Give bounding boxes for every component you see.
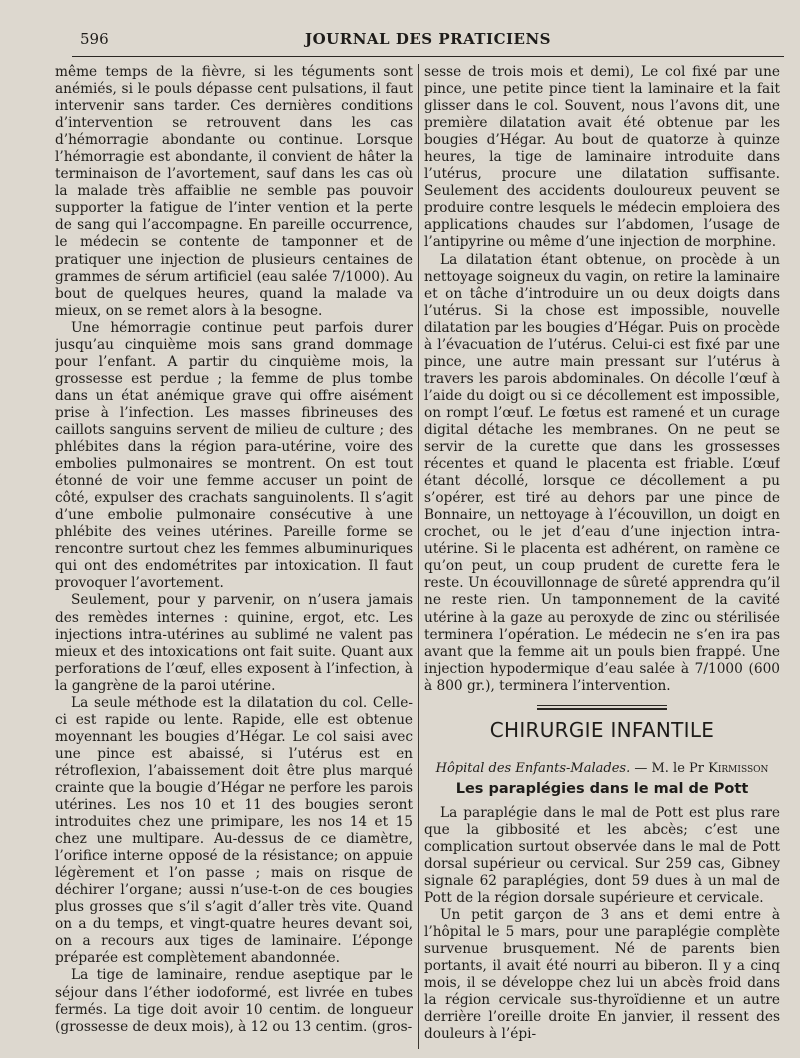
right-column [424,64,780,1049]
byline-hospital: Hôpital des Enfants-Malades. [435,760,631,776]
article-title: Les paraplégies dans le mal de Pott [455,780,749,797]
running-head: JOURNAL DES PRATICIENS [305,30,551,48]
paragraph: Une hémorragie continue peut parfois durer jusqu’au cinquième mois sans grand dommage pour l’enfant. A partir du cinquième mois, la grossesse est perdue ; la femme de plus tombe dans un état anémique grave qui offre aisément prise à l’infection. Les masses fibrineuses des caillots sanguins servent de milieu de culture ; des phlébites dans la région para-utérine, voire des embolies pulmonaires se montrent. On est tout étonné de voir une femme accuser un point de côté, expulser des crachats sanguinolents. Il s’agit d’une embolie pulmonaire consécutive à une phlébite des veines utérines. Pareille forme se rencontre surtout chez les femmes albuminuriques qui ont des endométrites par intoxication. Il faut provoquer l’avortement. [55,319,413,592]
section-divider [537,708,667,710]
header-rule [72,56,784,57]
paragraph: La tige de laminaire, rendue aseptique par le séjour dans l’éther iodoformé, est livrée en tubes fermés. La tige doit avoir 10 centim. de longueur (grossesse de deux mois), à 12 ou 13 centim. (gros- [55,967,413,1035]
paragraph: Un petit garçon de 3 ans et demi entre à l’hôpital le 5 mars, pour une paraplégie complète survenue brusquement. Né de parents bien portants, il avait été nourri au biberon. Il y a cinq mois, il se développe chez lui un abcès froid dans la région cervicale sus-thyroïdienne et un autre derrière l’oreille droite En janvier, il ressent des douleurs à l’épi- [424,907,780,1043]
section-divider [537,705,667,706]
byline-prefix: M. le Pr [651,760,709,776]
paragraph: même temps de la fièvre, si les téguments sont anémiés, si le pouls dépasse cent pulsations, il faut intervenir sans tarder. Ces dernières conditions d’intervention se retrouvent dans les cas d’hémorragie abondante ou continue. Lorsque l’hémorragie est abondante, il convient de hâter la terminaison de l’avortement, sauf dans les cas où la malade très affaiblie ne semble pas pouvoir supporter la fatigue de l’inter vention et la perte de sang qui l’accompagne. En pareille occurrence, le médecin se contente de tamponner et de pratiquer une injection de plusieurs centaines de grammes de sérum artificiel (eau salée 7/1000). Au bout de quelques heures, quand la malade va mieux, on se remet alors à la besogne. [55,64,413,319]
paragraph: La dilatation étant obtenue, on procède à un nettoyage soigneux du vagin, on retire la laminaire et on tâche d’introduire un ou deux doigts dans l’utérus. Si la chose est impossible, nouvelle dilatation par les bougies d’Hégar. Puis on procède à l’évacuation de l’utérus. Celui-ci est fixé par une pince, une autre main pressant sur l’utérus à travers les parois abdominales. On décolle l’œuf à l’aide du doigt ou si ce décollement est impossible, on rompt l’œuf. Le fœtus est ramené et un curage digital détache les membranes. On ne peut se servir de la curette que dans les grossesses récentes et quand le placenta est friable. L’œuf étant décollé, lorsque ce décollement a pu s’opérer, est tiré au dehors par une pince de Bonnaire, un nettoyage à l’écouvillon, un doigt en crochet, ou le jet d’eau d’une injection intra-utérine. Si le placenta est adhérent, on ramène ce qu’on peut, un coup prudent de curette fera le reste. Un écouvillonnage de sûreté apprendra qu’il ne reste rien. Un tamponnement de la cavité utérine à la gaze au peroxyde de zinc ou stérilisée terminera l’opération. Le médecin ne s’en ira pas avant que la femme ait un pouls bien frappé. Une injection hypodermique d’eau salée à 7/1000 (600 à 800 gr.), terminera l’intervention. [424,251,780,694]
paragraph: sesse de trois mois et demi), Le col fixé par une pince, une petite pince tient la laminaire et la fait glisser dans le col. Souvent, nous l’avons dit, une première dilatation avait été obtenue par les bougies d’Hégar. Au bout de quatorze à quinze heures, la tige de laminaire introduite dans l’utérus, procure une dilatation suffisante. Seulement des accidents douloureux peuvent se produire contre lesquels le médecin emploiera des applications chaudes sur l’abdomen, l’usage de l’antipyrine ou même d’une injection de morphine. [424,64,780,251]
section-title: CHIRURGIE INFANTILE [489,717,715,742]
byline-author: Kirmisson [708,760,769,776]
left-column [55,64,413,1049]
page-header [72,28,784,52]
column-divider [418,64,419,1049]
paragraph: Seulement, pour y parvenir, on n’usera jamais des remèdes internes : quinine, ergot, etc. Les injections intra-utérines au sublimé ne valent pas mieux et des intoxications ont fait suite. Quant aux perforations de l’œuf, elles exposent à l’infection, à la gangrène de la paroi utérine. [55,592,413,694]
article-byline [424,760,780,777]
page-number: 596 [80,30,109,48]
byline-dash: — [630,760,652,776]
paragraph: La seule méthode est la dilatation du col. Celle-ci est rapide ou lente. Rapide, elle est obtenue moyennant les bougies d’Hégar. Le col saisi avec une pince est abaissé, si l’utérus est en rétroflexion, l’abaissement doit être plus marqué crainte que la bougie d’Hégar ne perfore les parois utérines. Les nos 10 et 11 des bougies seront introduites chez une primipare, les nos 14 et 15 chez une multipare. Au-dessus de ce diamètre, l’orifice interne opposé de la résistance; on appuie légèrement et l’on passe ; mais on risque de déchirer l’organe; aussi n’use-t-on de ces bougies plus grosses que s’il s’agit d’aller très vite. Quand on a du temps, et vingt-quatre heures devant soi, on a recours aux tiges de laminaire. L’éponge préparée est complètement abandonnée. [55,694,413,967]
paragraph: La paraplégie dans le mal de Pott est plus rare que la gibbosité et les abcès; c’est une complication surtout observée dans le mal de Pott dorsal supérieur ou cervical. Sur 259 cas, Gibney signale 62 paraplégies, dont 59 dues à un mal de Pott de la région dorsale supérieure et cervicale. [424,804,780,906]
